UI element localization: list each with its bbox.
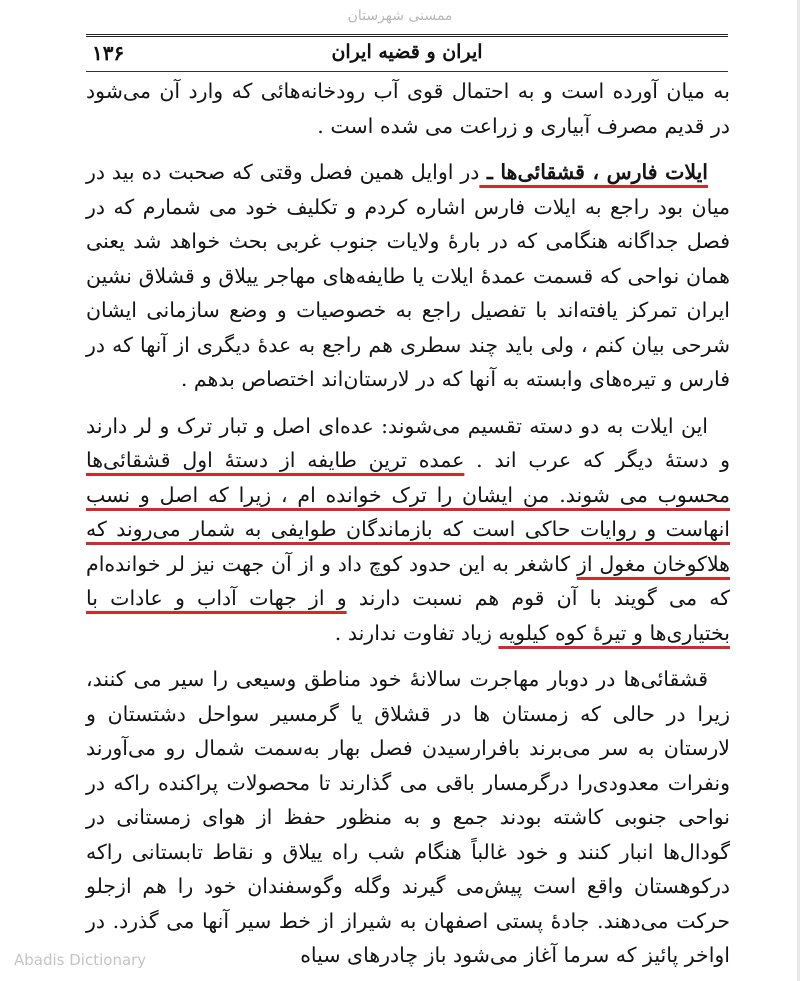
underlined-text: عمده ترین طایفه از دستهٔ اول قشقائی‌ها محسوب می شوند. من ایشان را ترک خوانده ام ، زیرا که اصل و نسب انهاست و روایات حاکی است که بازماندگان طوایفی به شمار می‌روند که هلاکوخان مغول از — [86, 448, 730, 576]
text-segment: قشقائی‌ها در دوبار مهاجرت سالانهٔ خود مناطق وسیعی را سیر می کنند، زیرا در حالی که زمستان ها در قشلاق یا گرمسیر سواحل دشتستان و لارستان به سر می‌برند بافرارسیدن فصل بهار به‌سمت شمال رو می‌آورند ونفرات معدودی‌را درگرمسار باقی می گذارند تا محصولات پراکنده راکه در نواحی جنوبی کاشته بودند جمع و به منظور حفظ از هوای زمستانی در گودال‌ها انبار کنند و خود غالباً هنگام شب راه ییلاق و نقاط تابستانی راکه درکوهستان واقع است پیش‌می گیرند وگله وگوسفندان خود را هم ازجلو حرکت می‌دهند. جادهٔ پستی اصفهان به شیراز از خط سیر آنها می گذرد. در اواخر پائیز که سرما آغاز می‌شود باز چادرهای سیاه — [86, 667, 730, 967]
paragraph — [86, 409, 730, 651]
source-label: ممسنی شهرستان — [347, 8, 453, 24]
watermark: Abadis Dictionary — [14, 951, 147, 969]
page-header — [86, 34, 728, 72]
paragraph — [86, 155, 730, 397]
underlined-text: ایلات فارس ، قشقائی‌ها ـ — [479, 160, 708, 184]
body-text — [86, 74, 730, 967]
text-segment: به میان آورده است و به احتمال قوی آب رودخانه‌هائی که وارد آن می‌شود در قدیم مصرف آبیاری و زراعت می شده است . — [86, 79, 730, 138]
underlined-text: و از جهات آداب و عادات با بختیاری‌ها و تیرهٔ کوه کیلویه — [86, 586, 730, 645]
text-segment: این ایلات به دو دسته تقسیم می‌شوند: عده‌ای اصل و تبار ترک و لر دارند و دستهٔ دیگر که عرب اند . — [86, 413, 730, 472]
running-head: ایران و قضیه ایران — [331, 41, 483, 63]
paragraph — [86, 662, 730, 973]
text-segment: در اوایل همین فصل وقتی که صحبت ده بید در میان بود راجع به ایلات فارس اشاره کردم و تکلیف خود می شمارم که در فصل جداگانه هنگامی که در بارهٔ ولایات جنوب غربی بحث خواهد شد یعنی همان نواحی که قسمت عمدهٔ ایلات یا طایفه‌های مهاجر ییلاق و قشلاق نشین ایران تمرکز یافته‌اند با تفصیل راجع به خصوصیات و وضع سازمانی ایشان شرحی بیان کنم ، ولی باید چند سطری هم راجع به عدهٔ دیگری از آنها که در فارس و تیره‌های وابسته به آنها که در لارستان‌اند اختصاص بدهم . — [86, 160, 730, 391]
page-number: ۱۳۶ — [92, 41, 125, 65]
text-segment: کاشغر به این حدود کوچ داد و از آن جهت نیز لر خوانده‌ام که می گویند با آن قوم هم نسبت دارند — [86, 551, 730, 610]
text-segment: زیاد تفاوت ندارند . — [334, 620, 499, 645]
paragraph — [86, 74, 730, 143]
